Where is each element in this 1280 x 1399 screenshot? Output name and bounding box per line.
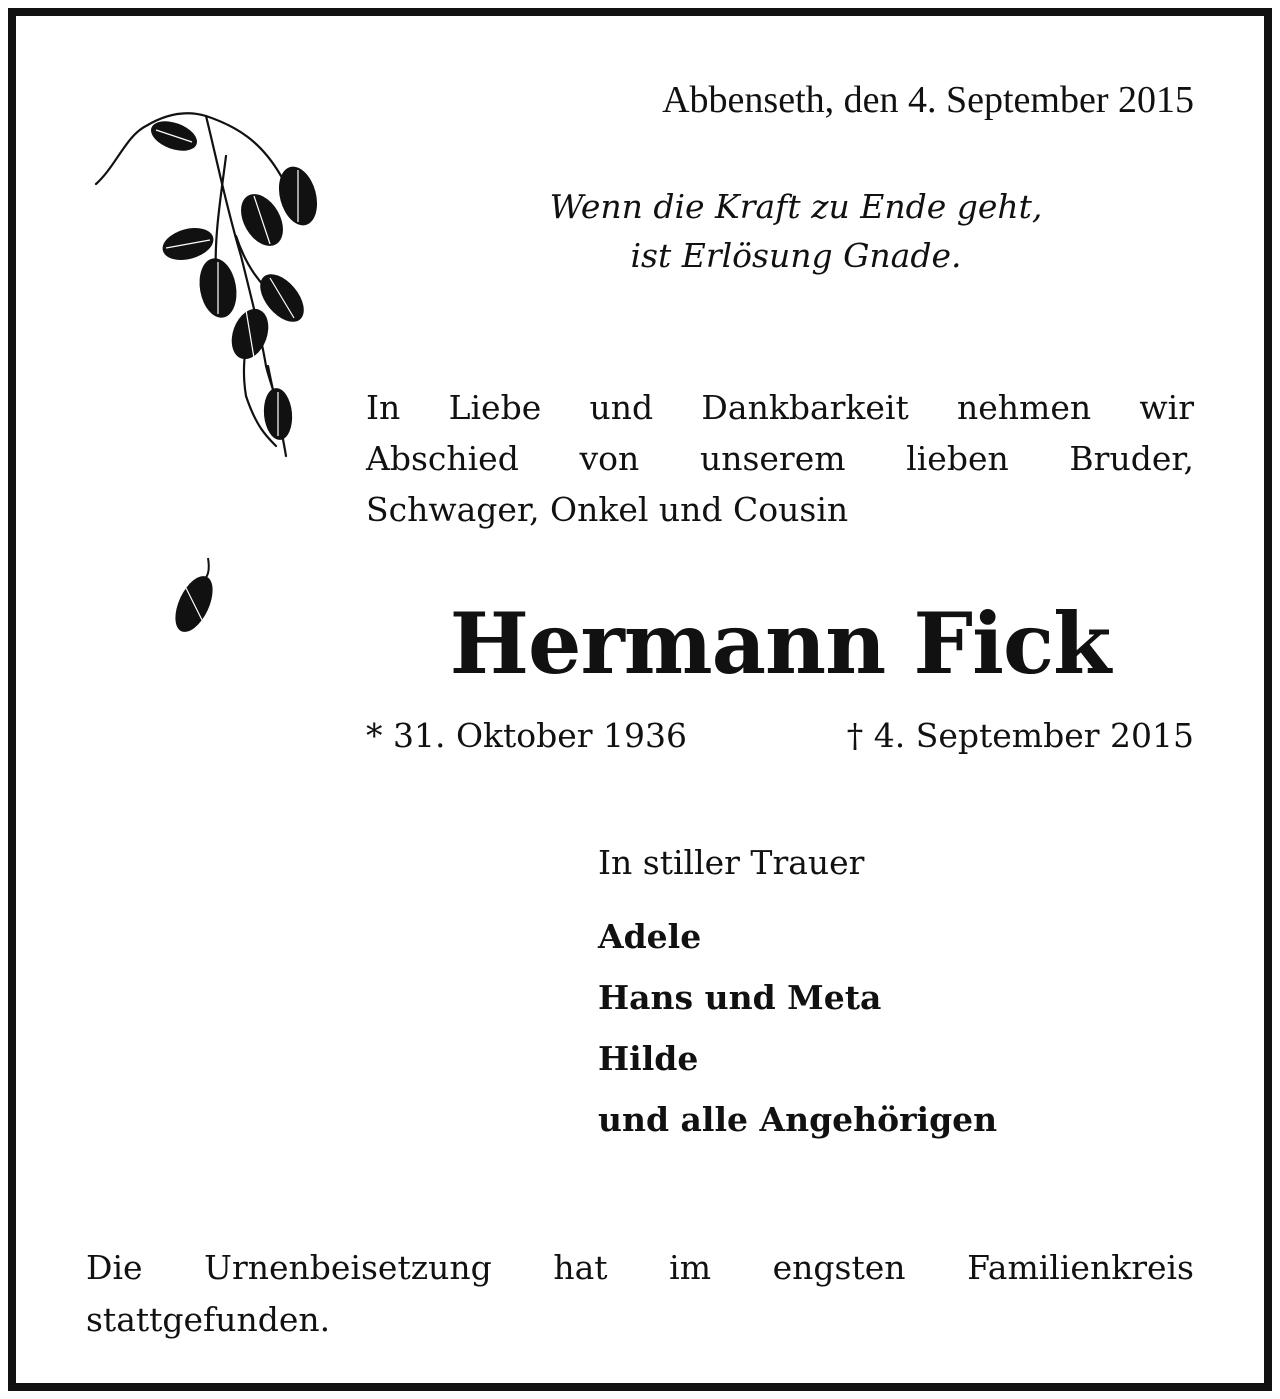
motto-line: ist Erlösung Gnade. <box>630 236 962 275</box>
death-date: † 4. September 2015 <box>846 716 1194 755</box>
falling-leaf-icon <box>168 558 221 638</box>
mourners-block <box>598 838 997 1150</box>
deceased-name: Hermann Fick <box>449 594 1111 693</box>
intro-text <box>366 382 1194 535</box>
mourner-name: Hans und Meta <box>598 978 882 1017</box>
intro-line: In Liebe und Dankbarkeit nehmen wir <box>366 388 1194 427</box>
motto-quote <box>486 182 1106 280</box>
mourner-name: Adele <box>598 917 702 956</box>
mourner-name: und alle Angehörigen <box>598 1100 998 1139</box>
place-date: Abbenseth, den 4. September 2015 <box>662 79 1194 121</box>
birth-date: * 31. Oktober 1936 <box>366 716 688 755</box>
mourner-name: Hilde <box>598 1039 699 1078</box>
footer-line: stattgefunden. <box>86 1300 331 1339</box>
life-dates <box>366 716 1194 756</box>
intro-line: Abschied von unserem lieben Bruder, <box>366 439 1194 478</box>
burial-notice <box>86 1242 1194 1346</box>
intro-line: Schwager, Onkel und Cousin <box>366 490 849 529</box>
motto-line: Wenn die Kraft zu Ende geht, <box>549 187 1043 226</box>
birch-branch-icon <box>86 96 336 656</box>
mourning-lead: In stiller Trauer <box>598 843 865 882</box>
footer-line: Die Urnenbeisetzung hat im engsten Familienkreis <box>86 1248 1194 1287</box>
obituary-frame <box>8 8 1272 1391</box>
